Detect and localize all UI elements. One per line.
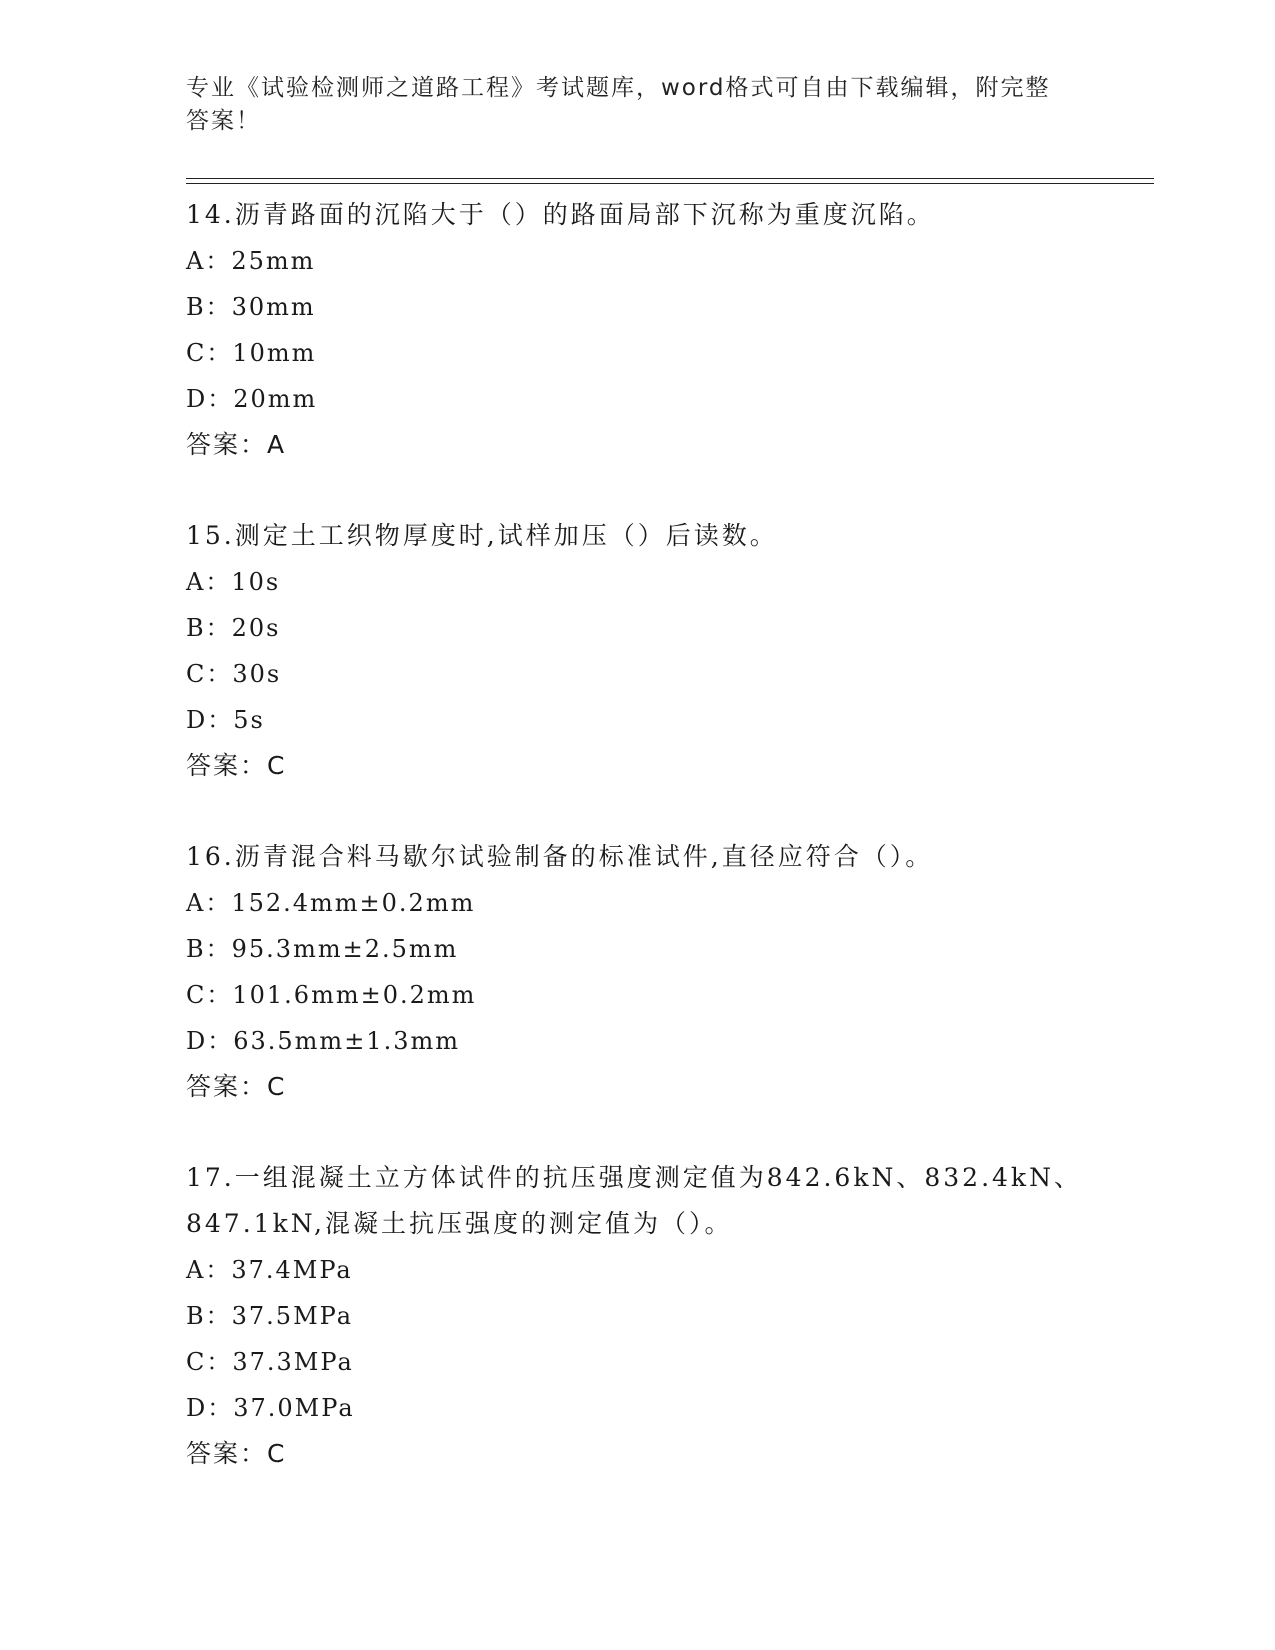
option-c: C：30s	[186, 660, 282, 688]
question-text: 17.一组混凝土立方体试件的抗压强度测定值为842.6kN、832.4kN、847.1kN,混凝土抗压强度的测定值为（）。	[186, 1163, 1082, 1238]
question-list	[186, 192, 1154, 1522]
question-16	[186, 834, 1154, 1110]
option-d: D：5s	[186, 706, 265, 734]
option-c: C：10mm	[186, 339, 317, 367]
option-b: B：30mm	[186, 293, 316, 321]
answer: 答案：C	[186, 1072, 287, 1101]
question-14	[186, 192, 1154, 468]
option-b: B：37.5MPa	[186, 1302, 354, 1330]
option-a: A：25mm	[186, 247, 316, 275]
option-a: A：152.4mm±0.2mm	[186, 889, 476, 917]
option-a: A：37.4MPa	[186, 1256, 353, 1284]
option-d: D：37.0MPa	[186, 1394, 355, 1422]
option-c: C：37.3MPa	[186, 1348, 354, 1376]
option-d: D：63.5mm±1.3mm	[186, 1027, 460, 1055]
option-d: D：20mm	[186, 385, 318, 413]
option-b: B：95.3mm±2.5mm	[186, 935, 459, 963]
header-divider-bottom	[186, 183, 1154, 184]
option-c: C：101.6mm±0.2mm	[186, 981, 477, 1009]
question-15	[186, 513, 1154, 789]
option-a: A：10s	[186, 568, 281, 596]
question-text: 15.测定土工织物厚度时,试样加压（）后读数。	[186, 521, 778, 550]
question-text: 14.沥青路面的沉陷大于（）的路面局部下沉称为重度沉陷。	[186, 200, 935, 229]
answer: 答案：C	[186, 751, 287, 780]
option-b: B：20s	[186, 614, 281, 642]
question-text: 16.沥青混合料马歇尔试验制备的标准试件,直径应符合（）。	[186, 842, 934, 871]
question-17	[186, 1155, 1154, 1477]
document-header: 专业《试验检测师之道路工程》考试题库，word格式可自由下载编辑，附完整答案！	[186, 75, 1051, 134]
answer: 答案：C	[186, 1439, 287, 1468]
header-divider-top	[186, 178, 1154, 179]
answer: 答案：A	[186, 430, 287, 459]
